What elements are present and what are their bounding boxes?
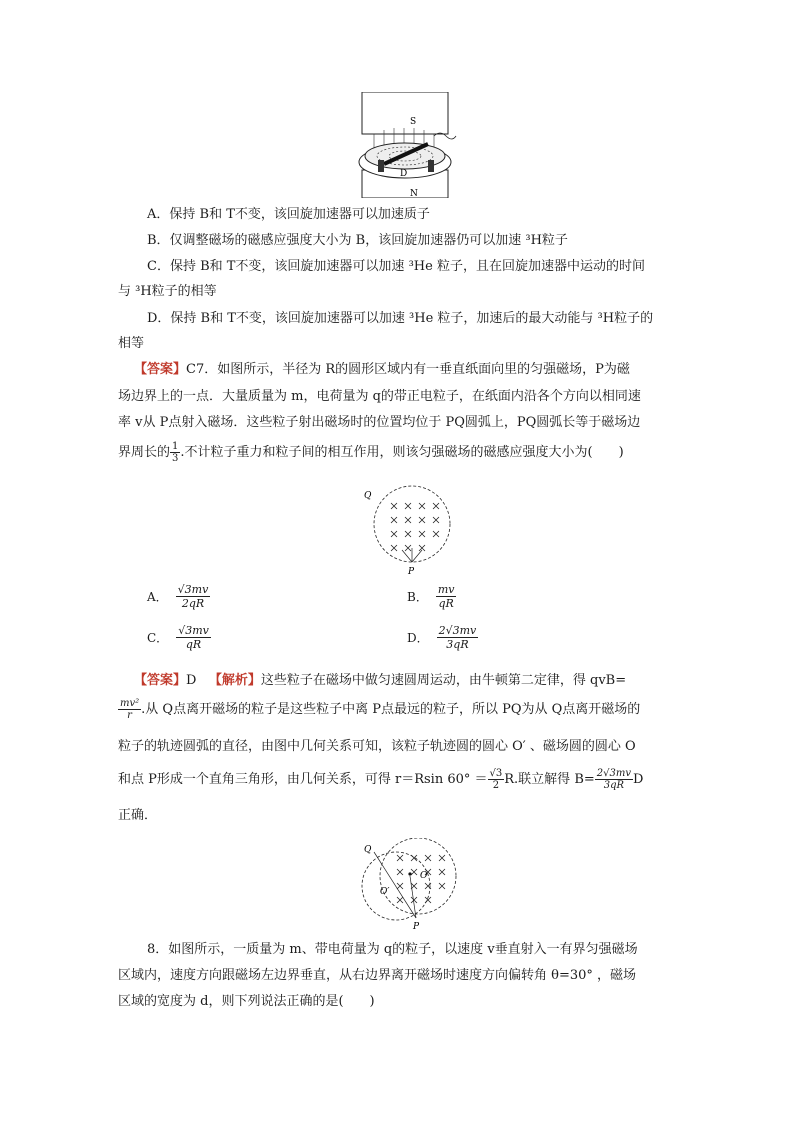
trajectory-figure: [358, 838, 464, 930]
field-cross: [439, 883, 445, 889]
option-b-text: B．仅调整磁场的磁感应强度大小为 B，该回旋加速器仍可以加速 ³H粒子: [147, 233, 568, 248]
option-a[interactable]: A． $\frac{√3mv}{2qR}$: [147, 583, 209, 610]
answer-tag-2: 【答案】: [134, 673, 187, 688]
solution-line-2: $\frac{\text{mv²}}{r}$ .从 Q点离开磁场的粒子是这些粒子中离 P点最远的粒子，所以 PQ为从 Q点离开磁场的: [120, 698, 641, 721]
field-cross: [405, 545, 411, 551]
upper-magnet: [362, 92, 448, 134]
field-cross: [397, 869, 403, 875]
svg-text:P: P: [413, 922, 420, 930]
label-q: Q: [364, 491, 372, 501]
field-crosses: [391, 503, 439, 551]
solution-line-5: 正确．: [118, 808, 158, 823]
solution-line-1: [134, 672, 626, 690]
field-cross: [433, 517, 439, 523]
svg-text:O: O: [420, 871, 428, 881]
field-cross: [405, 531, 411, 537]
q8-line-3: 区域的宽度为 d，则下列说法正确的是( ): [118, 994, 375, 1009]
answer-tag: 【答案】: [134, 362, 187, 377]
field-cross: [439, 855, 445, 861]
answer-value: D: [186, 673, 197, 688]
solution-text-1: 这些粒子在磁场中做匀速圆周运动，由牛顿第二定律，得 qvB=: [260, 673, 627, 688]
label-s: S: [410, 117, 417, 127]
q8-line-2: 区域内，速度方向跟磁场左边界垂直，从右边界离开磁场时速度方向偏转角 θ=30° ，磁场: [118, 968, 637, 983]
field-cross: [391, 503, 397, 509]
cyclotron-figure: [350, 92, 460, 198]
option-d-text: D．保持 B和 T不变，该回旋加速器可以加速 ³He 粒子，加速后的最大动能与 ³H粒子的: [147, 311, 654, 326]
field-cross: [411, 869, 417, 875]
option-c-text-cont: 与 ³H粒子的相等: [118, 284, 217, 299]
label-n: N: [410, 189, 418, 198]
fraction-one-third: $\frac{1}{3}$: [172, 441, 179, 464]
field-circle: [380, 838, 456, 914]
field-cross: [391, 517, 397, 523]
svg-text:Q: Q: [364, 845, 372, 855]
field-cross: [391, 545, 397, 551]
option-a-text: A．保持 B和 T不变，该回旋加速器可以加速质子: [147, 207, 430, 222]
svg-text:O′: O′: [380, 887, 390, 897]
field-cross: [439, 869, 445, 875]
q7-text-4a: 界周长的: [118, 445, 171, 460]
field-cross: [397, 897, 403, 903]
analysis-tag: 【解析】: [208, 673, 261, 688]
prev-answer: C: [186, 362, 196, 377]
option-b[interactable]: B． $\frac{mv}{qR}$: [407, 583, 455, 610]
q7-line-2: 场边界上的一点．大量质量为 m，电荷量为 q的带正电粒子，在纸面内沿各个方向以相同速: [118, 389, 641, 404]
label-p: P: [408, 567, 415, 576]
field-cross: [391, 531, 397, 537]
q7-text-1: 7．如图所示，半径为 R的圆形区域内有一垂直纸面向里的匀强磁场，P为磁: [195, 362, 630, 377]
solution-line-4: 和点 P形成一个直角三角形，由几何关系，可得 r＝Rsin 60° ＝ $\frac{√3}{2}$ R.联立解得 B= $\frac{2√3mv}{3qR}$ D: [118, 768, 644, 791]
field-cross: [397, 883, 403, 889]
option-c[interactable]: C． $\frac{√3mv}{qR}$: [147, 624, 209, 651]
field-cross: [433, 531, 439, 537]
field-cross: [419, 517, 425, 523]
q7-text-4b: .不计粒子重力和粒子间的相互作用，则该匀强磁场的磁感应强度大小为( ): [180, 445, 624, 460]
field-cross: [425, 855, 431, 861]
field-cross: [397, 855, 403, 861]
q8-line-1: 8．如图所示，一质量为 m、带电荷量为 q的粒子，以速度 v垂直射入一有界匀强磁场: [147, 942, 638, 957]
velocity-arrows: [402, 548, 422, 562]
field-cross: [419, 503, 425, 509]
field-cross: [411, 855, 417, 861]
option-d[interactable]: D． $\frac{2√3mv}{3qR}$: [407, 624, 477, 651]
label-d: D: [400, 169, 408, 179]
field-cross: [405, 517, 411, 523]
field-cross: [419, 531, 425, 537]
solution-text-2: .从 Q点离开磁场的粒子是这些粒子中离 P点最远的粒子，所以 PQ为从 Q点离开磁场的: [141, 702, 641, 717]
q7-line-4: [118, 441, 624, 464]
field-cross: [433, 503, 439, 509]
field-cross: [405, 503, 411, 509]
q7-line-3: 率 v从 P点射入磁场．这些粒子射出磁场时的位置均位于 PQ圆弧上，PQ圆弧长等于磁场边: [118, 415, 641, 430]
magnetic-field-figure: [362, 484, 462, 576]
option-c-text: C．保持 B和 T不变，该回旋加速器可以加速 ³He 粒子，且在回旋加速器中运动的时间: [147, 259, 645, 274]
solution-line-3: 粒子的轨迹圆弧的直径，由图中几何关系可知，该粒子轨迹圆的圆心 O′ 、磁场圆的圆心 O: [118, 739, 636, 754]
option-d-text-cont: 相等: [118, 336, 145, 351]
q7-line-1: [134, 361, 630, 379]
